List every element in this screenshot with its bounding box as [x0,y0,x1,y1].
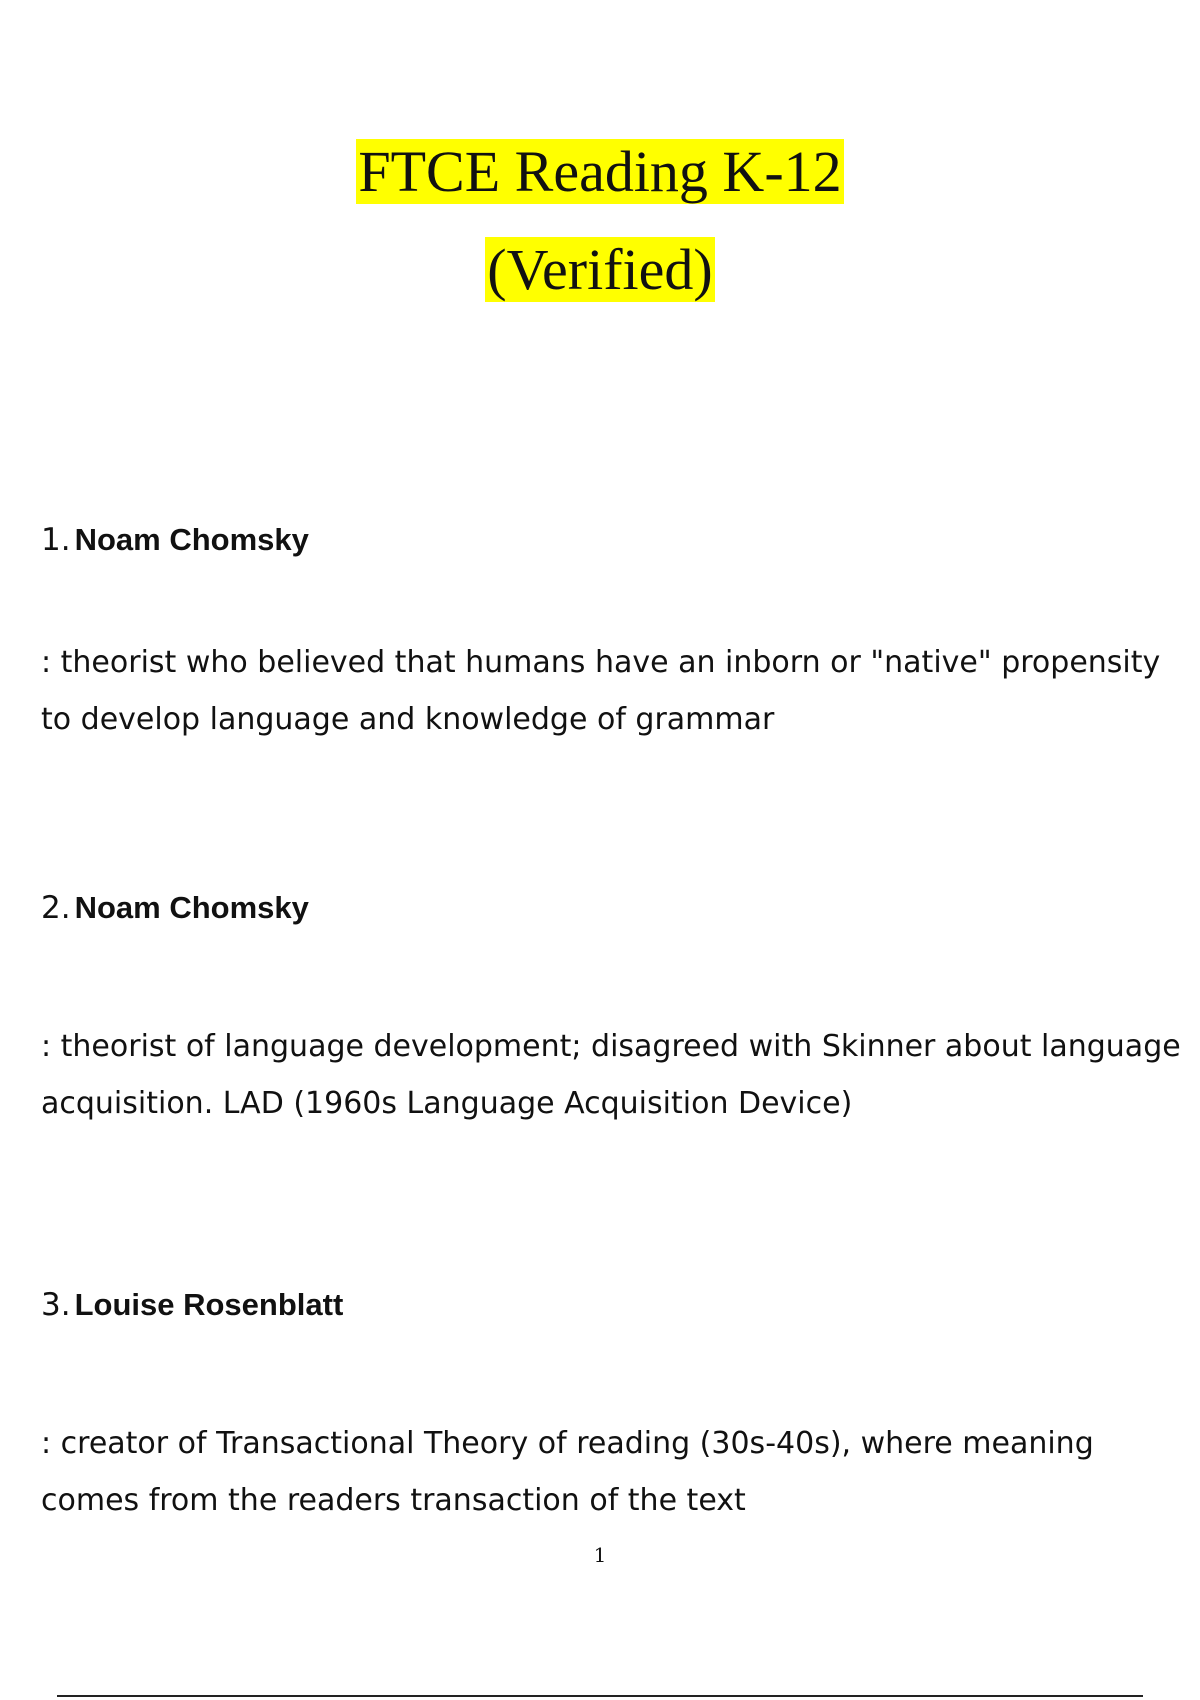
item-term: Louise Rosenblatt [74,1287,344,1322]
item-number: 2. [41,890,71,926]
item-number: 3. [41,1287,71,1323]
item-definition: : theorist of language development; disagreed with Skinner about language acquisition. LAD (1960s Language Acquisition Device) [41,1029,1181,1121]
document-title [0,138,1200,206]
item-number: 1. [41,522,71,558]
document-subtitle [0,236,1200,304]
item-heading [41,888,309,928]
item-definition: : theorist who believed that humans have an inborn or "native" propensity to develop language and knowledge of grammar [41,645,1161,737]
item-term: Noam Chomsky [74,890,309,925]
title-highlight: FTCE Reading K-12 [358,139,842,204]
subtitle-highlight: (Verified) [487,237,713,302]
page-number: 1 [593,1543,607,1567]
item-heading [41,520,309,560]
item-term: Noam Chomsky [74,522,309,557]
item-definition: : creator of Transactional Theory of reading (30s-40s), where meaning comes from the readers transaction of the text [41,1426,1094,1518]
item-heading [41,1285,343,1325]
page-divider [57,1695,1143,1697]
